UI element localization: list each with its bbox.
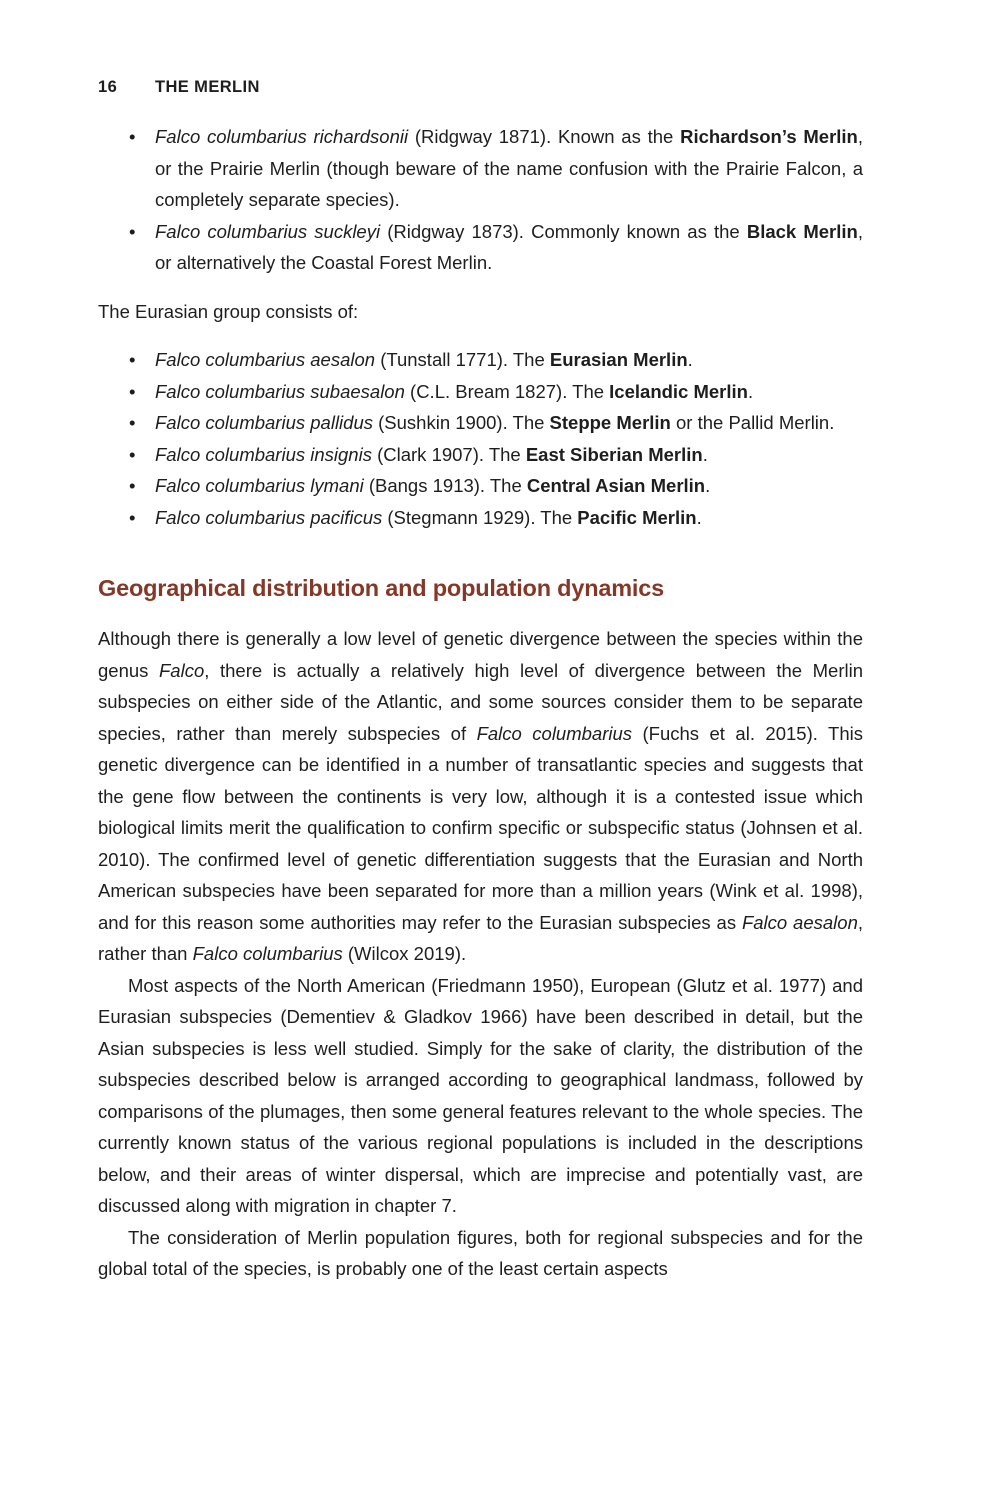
text-segment: Falco columbarius xyxy=(192,943,343,964)
text-segment: (Sushkin 1900). The xyxy=(373,412,550,433)
list-item-pacificus xyxy=(98,502,863,534)
body-paragraph-1 xyxy=(98,623,863,970)
text-segment: Falco columbarius insignis xyxy=(155,443,372,465)
text-segment: . xyxy=(687,349,693,370)
page-number: 16 xyxy=(98,78,118,96)
north-american-species-list xyxy=(98,121,863,279)
text-segment: (Fuchs et al. 2015). This genetic divergence can be identified in a number of transatlantic species and suggests that the gene flow between the continents is very low, although it is a contested issue which biological limits merit the qualification to confirm specific or subspecific status (Johnsen et al. 2010). The confirmed level of genetic differentiation suggests that the Eurasian and North American subspecies have been separated for more than a million years (Wink et al. 1998), and for this reason some authorities may refer to the Eurasian subspecies as xyxy=(98,722,863,933)
text-segment: Falco columbarius subaesalon xyxy=(155,380,405,402)
text-segment: Falco columbarius suckleyi xyxy=(155,220,381,242)
text-segment: Eurasian Merlin xyxy=(549,349,688,370)
body-paragraph-3 xyxy=(98,1222,863,1285)
text-segment: (Wilcox 2019). xyxy=(342,943,467,964)
text-segment: . xyxy=(702,443,708,465)
text-segment: East Siberian Merlin xyxy=(525,443,703,465)
text-segment: Central Asian Merlin xyxy=(526,475,706,496)
text-segment: Falco columbarius pallidus xyxy=(155,412,373,433)
text-segment: Falco columbarius xyxy=(476,722,633,744)
text-segment: (Clark 1907). The xyxy=(371,443,526,465)
eurasian-species-list xyxy=(98,344,863,533)
text-segment: Falco xyxy=(159,659,205,681)
list-item-lymani xyxy=(98,470,863,502)
text-segment: Falco aesalon xyxy=(741,911,858,933)
text-segment: or the Pallid Merlin. xyxy=(670,412,835,433)
text-segment: Steppe Merlin xyxy=(549,412,671,433)
text-segment: Falco columbarius pacificus xyxy=(155,506,383,528)
text-segment: (Ridgway 1871). Known as the xyxy=(408,126,681,147)
text-segment: Falco columbarius aesalon xyxy=(155,349,376,370)
text-segment: . xyxy=(747,380,754,402)
text-segment: (Bangs 1913). The xyxy=(363,475,527,496)
text-segment: Falco columbarius lymani xyxy=(155,475,364,496)
list-item-richardsonii xyxy=(98,121,863,216)
page-header xyxy=(98,78,863,97)
text-segment: (Stegmann 1929). The xyxy=(382,506,578,528)
text-segment: , rather than xyxy=(98,911,864,964)
text-segment: (C.L. Bream 1827). The xyxy=(404,380,610,402)
list-item-subaesalon xyxy=(98,376,863,408)
text-segment: , or the Prairie Merlin (though beware of the name confusion with the Prairie Falcon, a completely separate species). xyxy=(155,126,863,210)
text-segment: (Ridgway 1873). Commonly known as the xyxy=(380,220,747,242)
text-segment: . xyxy=(696,506,702,528)
text-segment: , or alternatively the Coastal Forest Merlin. xyxy=(155,220,863,273)
text-segment: Most aspects of the North American (Friedmann 1950), European (Glutz et al. 1977) and Eurasian subspecies (Dementiev & Gladkov 1966) have been described in detail, but the Asian subspecies is less well studied. Simply for the sake of clarity, the distribution of the subspecies described below is arranged according to geographical landmass, followed by comparisons of the plumages, then some general features relevant to the whole species. The currently known status of the various regional populations is included in the descriptions below, and their areas of winter dispersal, which are imprecise and potentially vast, are discussed along with migration in chapter 7. xyxy=(98,974,863,1216)
running-head-title: THE MERLIN xyxy=(155,78,260,96)
text-segment: Although there is generally a low level of genetic divergence between the species within the genus xyxy=(98,628,863,681)
text-segment: Richardson’s Merlin xyxy=(680,126,858,147)
list-item-pallidus xyxy=(98,407,863,439)
text-segment: Icelandic Merlin xyxy=(609,380,748,402)
text-segment: Pacific Merlin xyxy=(577,506,697,528)
text-segment: Black Merlin xyxy=(746,220,858,242)
list-item-aesalon xyxy=(98,344,863,376)
text-segment: . xyxy=(705,475,711,496)
eurasian-group-intro: The Eurasian group consists of: xyxy=(98,300,359,322)
list-item-insignis xyxy=(98,439,863,471)
text-segment: , there is actually a relatively high level of divergence between the Merlin subspecies on either side of the Atlantic, and some sources consider them to be separate species, rather than merely subspecies of xyxy=(98,659,863,744)
text-segment: (Tunstall 1771). The xyxy=(375,349,550,370)
text-segment: The consideration of Merlin population figures, both for regional subspecies and for the global total of the species, is probably one of the least certain aspects xyxy=(98,1226,863,1279)
body-paragraph-2 xyxy=(98,970,863,1222)
list-item-suckleyi xyxy=(98,216,863,279)
section-heading: Geographical distribution and population dynamics xyxy=(98,575,664,601)
text-segment: Falco columbarius richardsonii xyxy=(155,126,409,147)
